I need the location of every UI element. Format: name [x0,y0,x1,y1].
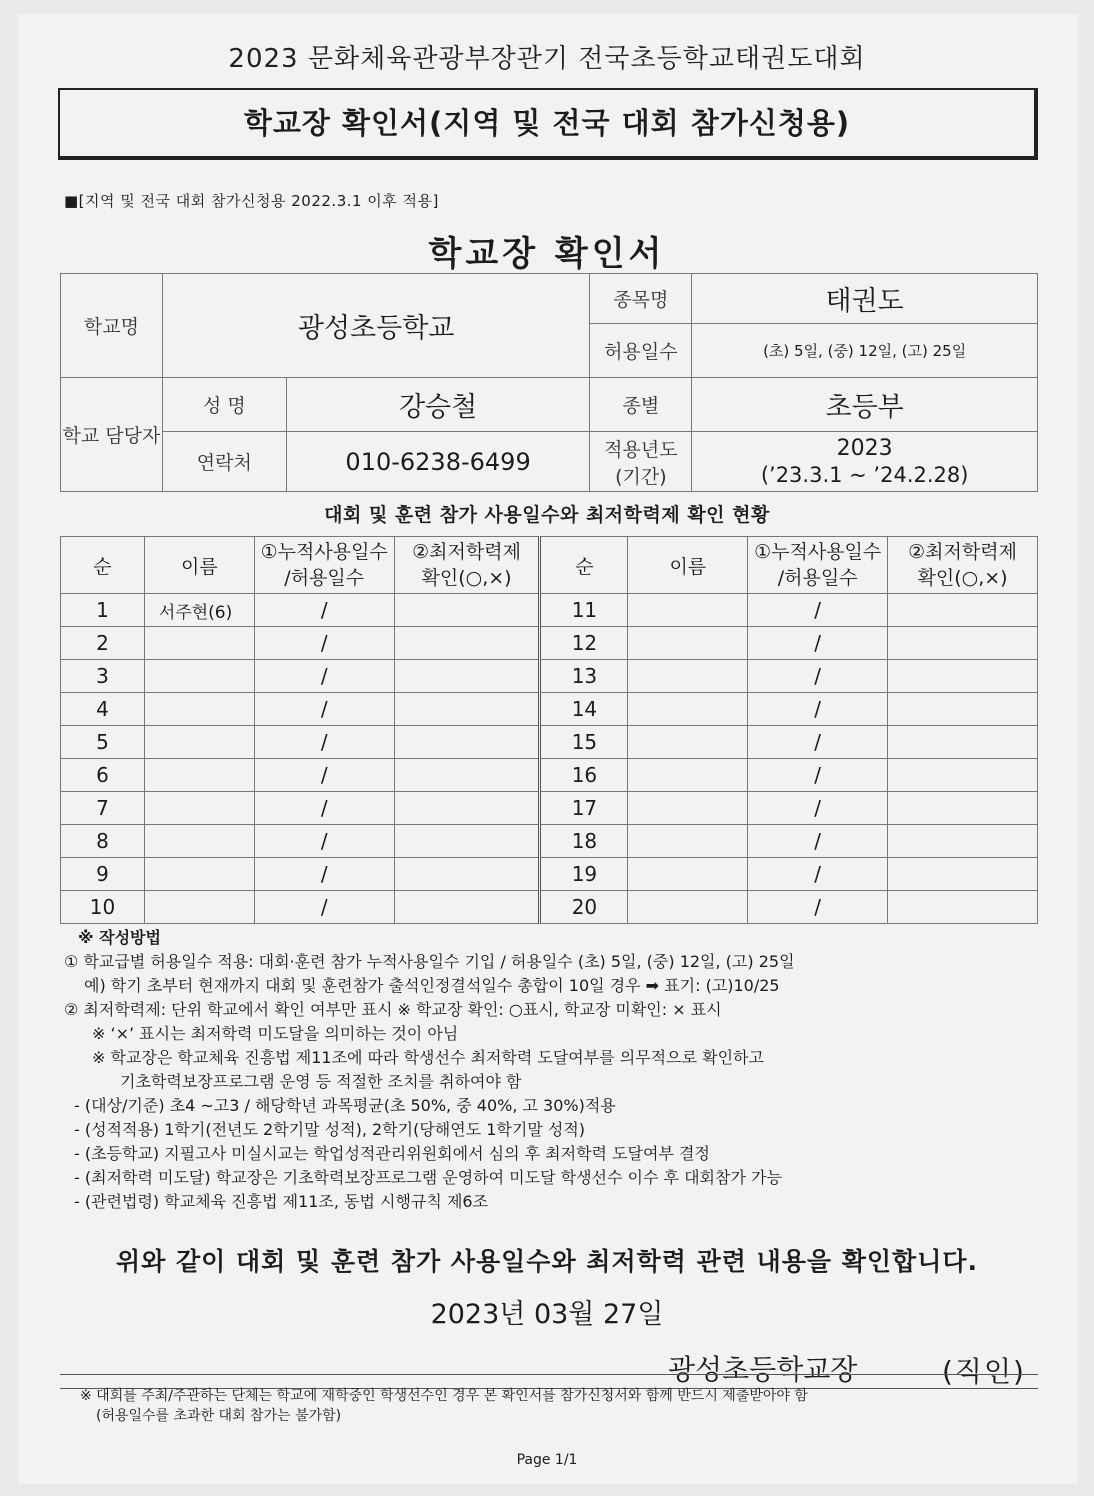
table-row [61,825,1038,858]
note-line: ② 최저학력제: 단위 학교에서 확인 여부만 표시 ※ 학교장 확인: ○표시, 학교장 미확인: × 표시 [64,1000,722,1019]
participant-name [628,726,748,759]
participant-name [144,660,254,693]
participant-name [144,825,254,858]
row-number: 6 [61,759,145,792]
col-no-right: 순 [540,537,628,594]
table-row [61,759,1038,792]
allow-days-label: 허용일수 [590,324,692,378]
note-line: 기초학력보장프로그램 운영 등 적절한 조치를 취하여야 함 [120,1072,522,1091]
check-cell [888,627,1038,660]
col-name-right: 이름 [628,537,748,594]
row-number: 4 [61,693,145,726]
table-row [61,660,1038,693]
row-number: 15 [540,726,628,759]
page-number: Page 1/1 [516,1452,578,1468]
days-cell: / [254,891,394,924]
days-cell: / [254,693,394,726]
divider [60,1374,1038,1375]
year-value: 2023 [836,435,893,461]
participant-name [144,858,254,891]
name-label: 성 명 [162,378,286,432]
note-line: - (관련법령) 학교체육 진흥법 제11조, 동법 시행규칙 제6조 [74,1192,489,1211]
allow-days-value: (초) 5일, (중) 12일, (고) 25일 [692,324,1038,378]
event-title: 2023 문화체육관광부장관기 전국초등학교태권도대회 [228,44,866,74]
days-cell: / [748,594,888,627]
official-seal: (직인) [942,1355,1026,1388]
check-cell [394,891,540,924]
check-cell [888,594,1038,627]
days-cell: / [254,759,394,792]
participant-name [628,660,748,693]
days-cell: / [254,627,394,660]
col-check-right-line2: 확인(○,×) [917,567,1008,589]
row-number: 17 [540,792,628,825]
days-cell: / [254,825,394,858]
col-check-left [394,537,540,594]
sport-value: 태권도 [692,274,1038,324]
col-check-left-line1: ②최저학력제 [412,541,521,563]
participant-name [144,693,254,726]
note-heading: ※ 작성방법 [78,928,161,947]
row-number: 5 [61,726,145,759]
note-line: - (성적적용) 1학기(전년도 2학기말 성적), 2학기(당해연도 1학기말 성적) [74,1120,586,1139]
days-cell: / [748,693,888,726]
participant-name [144,891,254,924]
check-cell [394,594,540,627]
participant-name [628,693,748,726]
check-cell [888,891,1038,924]
note-line: 예) 학기 초부터 현재까지 대회 및 훈련참가 출석인정결석일수 총합이 10일 경우 ➡ 표기: (고)10/25 [84,976,780,995]
row-number: 14 [540,693,628,726]
participant-table [60,536,1038,924]
document-title: 학교장 확인서(지역 및 전국 대회 참가신청용) [58,88,1038,160]
check-cell [888,759,1038,792]
footnote-line-1: ※ 대회를 주최/주관하는 단체는 학교에 재학중인 학생선수인 경우 본 확인서를 참가신청서와 함께 반드시 제출받아야 함 [80,1388,808,1404]
contact-label: 연락처 [162,432,286,492]
row-number: 11 [540,594,628,627]
days-cell: / [748,891,888,924]
school-label: 학교명 [61,274,163,378]
section-title: 대회 및 훈련 참가 사용일수와 최저학력제 확인 현황 [324,504,770,526]
check-cell [888,792,1038,825]
col-days-right-line2: /허용일수 [777,567,858,589]
participant-name: 서주현(6) [144,594,254,627]
table-row [61,858,1038,891]
check-cell [394,693,540,726]
check-cell [888,858,1038,891]
participant-name [144,726,254,759]
school-value: 광성초등학교 [162,274,590,378]
days-cell: / [254,726,394,759]
participant-name [628,825,748,858]
row-number: 7 [61,792,145,825]
check-cell [888,660,1038,693]
days-cell: / [748,726,888,759]
row-number: 1 [61,594,145,627]
year-label: 적용년도 (기간) [590,432,692,492]
check-cell [394,792,540,825]
col-name-left: 이름 [144,537,254,594]
participant-name [144,759,254,792]
row-number: 2 [61,627,145,660]
check-cell [888,825,1038,858]
participant-name [628,759,748,792]
days-cell: / [748,660,888,693]
sport-label: 종목명 [590,274,692,324]
check-cell [394,825,540,858]
row-number: 10 [61,891,145,924]
days-cell: / [748,792,888,825]
row-number: 13 [540,660,628,693]
days-cell: / [254,792,394,825]
note-line: - (초등학교) 지필고사 미실시교는 학업성적관리위원회에서 심의 후 최저학력 도달여부 결정 [74,1144,710,1163]
main-title: 학교장 확인서 [428,234,666,274]
year-cell [692,432,1038,492]
participant-name [144,792,254,825]
check-cell [394,726,540,759]
contact-value: 010-6238-6499 [286,432,590,492]
writing-instructions [64,926,1044,1214]
note-line: - (최저학력 미도달) 학교장은 기초학력보장프로그램 운영하여 미도달 학생선수 이수 후 대회참가 가능 [74,1168,782,1187]
participant-name [628,627,748,660]
table-row [61,891,1038,924]
table-row [61,594,1038,627]
info-table [60,273,1038,492]
note-line: ※ ‘×’ 표시는 최저학력 미도달을 의미하는 것이 아님 [92,1024,459,1043]
days-cell: / [254,660,394,693]
applicability-notice: ■[지역 및 전국 대회 참가신청용 2022.3.1 이후 적용] [64,192,439,210]
row-number: 19 [540,858,628,891]
participant-name [628,594,748,627]
row-number: 20 [540,891,628,924]
check-cell [888,726,1038,759]
row-number: 9 [61,858,145,891]
check-cell [394,759,540,792]
participant-name [628,792,748,825]
principal-signature: 광성초등학교장 [668,1353,858,1386]
division-label: 종별 [590,378,692,432]
note-line: - (대상/기준) 초4 ~고3 / 해당학년 과목평균(초 50%, 중 40%, 고 30%)적용 [74,1096,616,1115]
col-no-left: 순 [61,537,145,594]
table-row [61,627,1038,660]
participant-name [144,627,254,660]
col-days-left [254,537,394,594]
days-cell: / [748,825,888,858]
col-days-right [748,537,888,594]
row-number: 16 [540,759,628,792]
row-number: 12 [540,627,628,660]
days-cell: / [254,594,394,627]
participant-name [628,858,748,891]
check-cell [394,627,540,660]
col-days-left-line2: /허용일수 [284,567,365,589]
check-cell [394,858,540,891]
row-number: 18 [540,825,628,858]
days-cell: / [748,627,888,660]
days-cell: / [748,759,888,792]
row-number: 3 [61,660,145,693]
col-check-right [888,537,1038,594]
row-number: 8 [61,825,145,858]
document-date: 2023년 03월 27일 [430,1299,664,1330]
table-row [61,792,1038,825]
col-days-left-line1: ①누적사용일수 [260,541,388,563]
table-row [61,726,1038,759]
name-value: 강승철 [286,378,590,432]
footnote [80,1386,1040,1426]
check-cell [394,660,540,693]
days-cell: / [748,858,888,891]
note-line: ※ 학교장은 학교체육 진흥법 제11조에 따라 학생선수 최저학력 도달여부를 의무적으로 확인하고 [92,1048,764,1067]
division-value: 초등부 [692,378,1038,432]
staff-label: 학교 담당자 [61,378,163,492]
confirmation-statement: 위와 같이 대회 및 훈련 참가 사용일수와 최저학력 관련 내용을 확인합니다. [115,1247,979,1276]
period-value: (’23.3.1 ~ ’24.2.28) [760,462,969,487]
days-cell: / [254,858,394,891]
participant-name [628,891,748,924]
col-days-right-line1: ①누적사용일수 [754,541,882,563]
footnote-line-2: (허용일수를 초과한 대회 참가는 불가함) [96,1408,342,1424]
col-check-left-line2: 확인(○,×) [421,567,512,589]
note-line: ① 학교급별 허용일수 적용: 대회·훈련 참가 누적사용일수 기입 / 허용일수 (초) 5일, (중) 12일, (고) 25일 [64,952,795,971]
col-check-right-line1: ②최저학력제 [908,541,1017,563]
check-cell [888,693,1038,726]
table-row [61,693,1038,726]
